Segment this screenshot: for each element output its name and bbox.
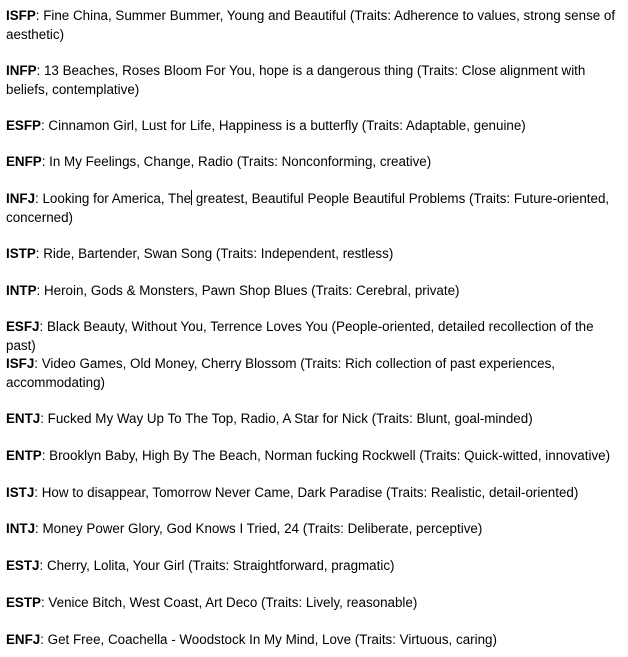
entry-esfj — [6, 318, 626, 355]
entry-text: : Money Power Glory, God Knows I Tried, 24 (Traits: Deliberate, perceptive) — [35, 521, 483, 536]
entry-text: : Get Free, Coachella - Woodstock In My Mind, Love (Traits: Virtuous, caring) — [40, 632, 497, 647]
entry-text: : Ride, Bartender, Swan Song (Traits: Independent, restless) — [35, 246, 394, 261]
entry-intj — [6, 520, 626, 539]
entry-text: : Fucked My Way Up To The Top, Radio, A Star for Nick (Traits: Blunt, goal-minded) — [40, 411, 533, 426]
entry-text: : Video Games, Old Money, Cherry Blossom (Traits: Rich collection of past experiences, accommodating) — [6, 356, 555, 390]
entry-type: ESTP — [6, 595, 41, 610]
entry-esfp — [6, 117, 626, 136]
entry-text: : Cinnamon Girl, Lust for Life, Happiness is a butterfly (Traits: Adaptable, genuine) — [40, 118, 526, 133]
entry-enfp — [6, 153, 626, 172]
entry-text: : Black Beauty, Without You, Terrence Loves You (People-oriented, detailed recollection of the past) — [6, 319, 594, 353]
entry-type: INFJ — [6, 191, 36, 206]
entry-text: : 13 Beaches, Roses Bloom For You, hope is a dangerous thing (Traits: Close alignment with beliefs, contemplative) — [6, 63, 586, 97]
entry-type: INTJ — [6, 521, 36, 536]
entry-estj — [6, 557, 626, 576]
entry-entp — [6, 447, 626, 466]
entry-text: : Brooklyn Baby, High By The Beach, Norman fucking Rockwell (Traits: Quick-witted, innovative) — [41, 448, 611, 463]
entry-type: ISFJ — [6, 356, 35, 371]
entry-text: : In My Feelings, Change, Radio (Traits: Nonconforming, creative) — [41, 154, 432, 169]
entry-type: ENTJ — [6, 411, 41, 426]
entry-istj — [6, 484, 626, 503]
entry-text-after-cursor: greatest, Beautiful People Beautiful Problems (Traits: Future-oriented, concerned) — [6, 191, 610, 225]
entry-text: : Cherry, Lolita, Your Girl (Traits: Straightforward, pragmatic) — [39, 558, 395, 573]
entry-type: ENTP — [6, 448, 42, 463]
entry-enfj — [6, 631, 626, 650]
entry-isfj — [6, 355, 626, 392]
entry-estp — [6, 594, 626, 613]
entry-istp — [6, 245, 626, 264]
entry-type: INFP — [6, 63, 37, 78]
entry-text: : How to disappear, Tomorrow Never Came, Dark Paradise (Traits: Realistic, detail-oriented) — [34, 485, 579, 500]
entry-type: ENFP — [6, 154, 42, 169]
entry-intp — [6, 282, 626, 301]
entry-type: ISFP — [6, 8, 36, 23]
entry-type: ESTJ — [6, 558, 40, 573]
entry-type: ESFJ — [6, 319, 40, 334]
entry-text: : Heroin, Gods & Monsters, Pawn Shop Blues (Traits: Cerebral, private) — [36, 283, 460, 298]
entry-type: ESFP — [6, 118, 41, 133]
entry-type: ENFJ — [6, 632, 41, 647]
entry-text: : Venice Bitch, West Coast, Art Deco (Traits: Lively, reasonable) — [40, 595, 418, 610]
entry-type: ISTJ — [6, 485, 35, 500]
entry-entj — [6, 410, 626, 429]
entry-text-before-cursor: : Looking for America, The — [35, 191, 192, 206]
entry-type: ISTP — [6, 246, 36, 261]
entry-infp — [6, 62, 626, 99]
entry-text: : Fine China, Summer Bummer, Young and Beautiful (Traits: Adherence to values, strong sense of aesthetic) — [6, 8, 616, 42]
entry-type: INTP — [6, 283, 37, 298]
entry-isfp — [6, 7, 626, 44]
entry-infj[interactable] — [6, 190, 626, 227]
